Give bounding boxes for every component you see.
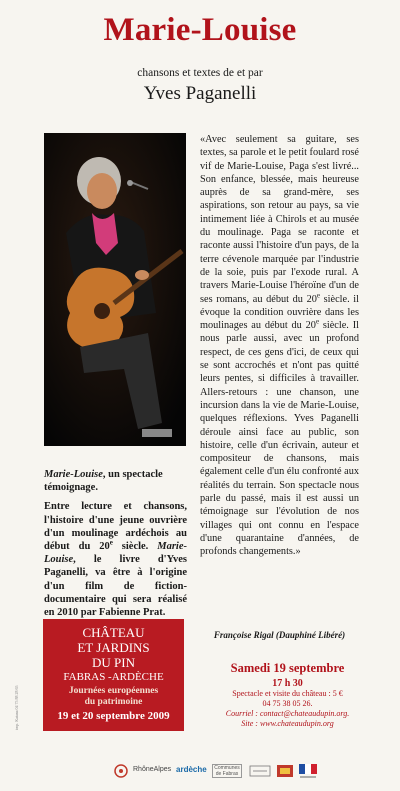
press-quote: [200, 133, 359, 559]
venue-box: [43, 619, 184, 731]
quote-text-a: «Avec seulement sa guitare, ses textes, sa parole et le petit foulard rosé vif de Marie-Louise, Paga s'est livré... Son enfance, blessée, mais heureuse auprès de sa grand-mère, ses aspirations, son retour au pays, sa vie intimement liée à Chirols et au musée du moulinage. Paga se raconte et raconte aussi l'histoire d'un pays, de la terre cévenole marquée par l'industrie de la soie, puis par l'exode rural. A travers Marie-Louise l'héroïne d'un de ses romans, au début du 20: [200, 134, 359, 305]
venue-line-6: du patrimoine: [84, 697, 143, 707]
logo-ardeche: ardèche: [176, 765, 207, 774]
quote-text-c: siècle. Il nous parle aussi, avec un profond respect, de ces gens d'ici, de ceux qui se sont accrochés et n'ont pas quitté leurs pentes, si difficiles à travailler. Allers-retours : une chanson, une incursion dans la vie de Marie-Louise, quelques réflexions. Yves Paganelli déroule ainsi face au public, son histoire, celle d'un écrivain, auteur et compositeur de chansons, mais également celle d'un élu confronté aux réalités du terrain. Son spectacle nous parle du passé, mais il est aussi un témoignage sur l'évolution de nos villages qui ont connu en l'espace d'une quarantaine d'années, de profonds changements.»: [200, 320, 359, 558]
page-title: Marie-Louise: [103, 12, 297, 48]
lead-body-superscript: e: [109, 538, 113, 547]
lead-intro-rest: , un spectacle témoignage.: [44, 469, 163, 494]
sponsor-logos: [0, 758, 400, 784]
event-date: Samedi 19 septembre: [230, 661, 345, 675]
lead-body: [44, 500, 187, 619]
lead-body-title: Marie-Louise: [44, 541, 187, 566]
quote-credit: Françoise Rigal (Dauphiné Libéré): [213, 630, 346, 640]
printer-note: imp. Katana 04 75 88 28 65: [14, 685, 19, 730]
venue-line-4: FABRAS -ARDÈCHE: [63, 671, 164, 683]
logo-rhone-alpes: RhôneAlpes: [133, 766, 172, 773]
lead-text: [44, 468, 187, 619]
venue-line-3: DU PIN: [92, 655, 135, 670]
author-name: Yves Paganelli: [143, 83, 257, 104]
quote-superscript-b: e: [315, 317, 320, 326]
performer-photo: [44, 133, 186, 446]
sponsor-badge-icon: [248, 763, 272, 779]
logo-fabras: Communes de Fabras: [212, 764, 242, 778]
venue-dates: 19 et 20 septembre 2009: [57, 710, 170, 722]
event-email[interactable]: Courriel : contact@chateaudupin.org.: [225, 709, 350, 718]
lead-body-a: Entre lecture et chansons, l'histoire d'une jeune ouvrière d'un moulinage ardéchois au début du 20: [44, 501, 187, 553]
french-republic-flag-icon: [298, 762, 318, 780]
sponsor-swirl-icon: [112, 764, 130, 778]
lead-body-b: siècle.: [112, 541, 158, 553]
event-info: [200, 661, 375, 729]
subtitle: chansons et textes de et par: [137, 67, 263, 79]
quote-superscript-a: e: [316, 291, 320, 300]
sponsor-heritage-icon: [276, 763, 294, 779]
event-site[interactable]: Site : www.chateaudupin.org: [241, 719, 334, 728]
venue-line-5: Journées européennes: [68, 686, 159, 696]
venue-line-2: ET JARDINS: [77, 640, 150, 655]
lead-intro-title: Marie-Louise: [44, 469, 103, 480]
event-time: 17 h 30: [272, 678, 303, 689]
lead-body-c: , le livre d'Yves Paganelli, va être à l'origine d'un film de fiction-documentaire qui sera réalisé en 2010 par Fabienne Prat.: [44, 554, 187, 619]
event-price: Spectacle et visite du château : 5 €: [232, 689, 343, 698]
quote-text-b: siècle. il évoque la condition ouvrière dans les moulinages au début du 20: [200, 293, 360, 332]
event-phone: 04 75 38 05 26.: [262, 699, 313, 708]
lead-intro: [44, 468, 187, 494]
venue-line-1: CHÂTEAU: [82, 625, 145, 640]
